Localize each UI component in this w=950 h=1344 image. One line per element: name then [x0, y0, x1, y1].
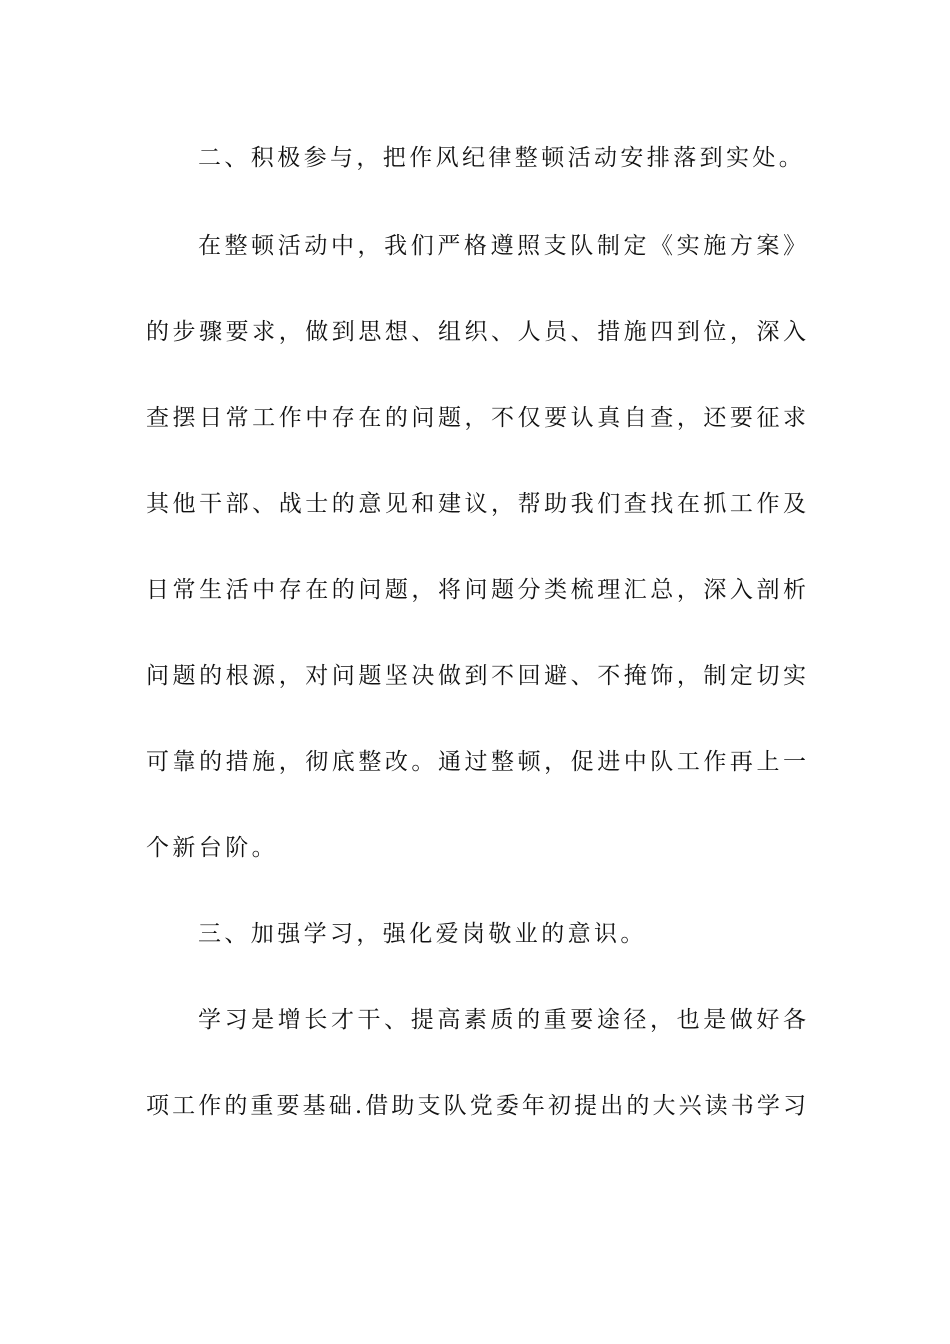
paragraph-line: 项工作的重要基础.借助支队党委年初提出的大兴读书学习 [146, 1093, 806, 1119]
paragraph-line: 其他干部、战士的意见和建议，帮助我们查找在抓工作及 [146, 491, 806, 517]
paragraph-line: 的步骤要求，做到思想、组织、人员、措施四到位，深入 [146, 319, 806, 345]
paragraph-line: 日常生活中存在的问题，将问题分类梳理汇总，深入剖析 [146, 577, 806, 603]
heading-section-two: 二、积极参与，把作风纪律整顿活动安排落到实处。 [198, 145, 806, 171]
paragraph-line: 可靠的措施，彻底整改。通过整顿，促进中队工作再上一 [146, 749, 806, 775]
paragraph-line: 查摆日常工作中存在的问题，不仅要认真自查，还要征求 [146, 405, 806, 431]
paragraph-line: 在整顿活动中，我们严格遵照支队制定《实施方案》 [198, 233, 806, 259]
paragraph-line: 学习是增长才干、提高素质的重要途径，也是做好各 [198, 1007, 806, 1033]
paragraph-line: 个新台阶。 [146, 835, 278, 861]
heading-section-three: 三、加强学习，强化爱岗敬业的意识。 [198, 921, 647, 947]
paragraph-line: 问题的根源，对问题坚决做到不回避、不掩饰，制定切实 [146, 663, 806, 689]
